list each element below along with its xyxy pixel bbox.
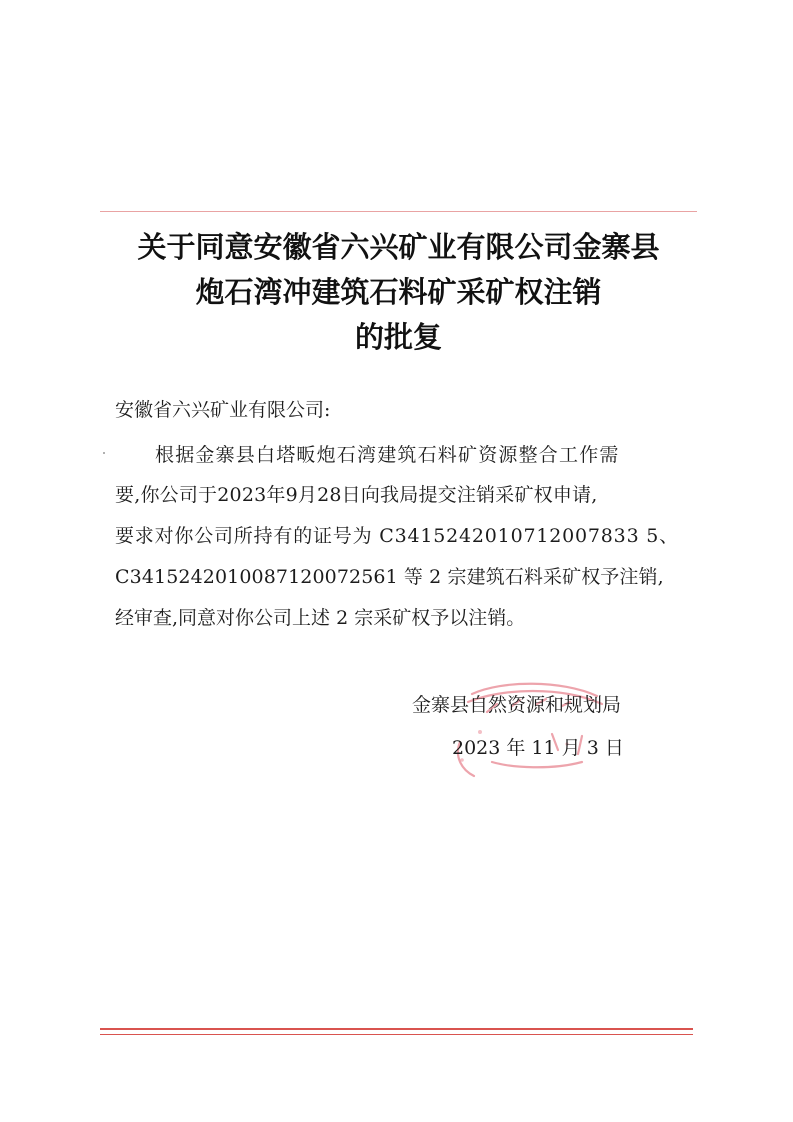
issuer-signature: 金寨县自然资源和规划局 (412, 694, 622, 716)
title-line-2: 炮石湾冲建筑石料矿采矿权注销 (195, 275, 602, 309)
official-seal-stamp (432, 672, 632, 782)
title-line-1: 关于同意安徽省六兴矿业有限公司金寨县 (137, 230, 660, 264)
body-line-1: 根据金寨县白塔畈炮石湾建筑石料矿资源整合工作需 (155, 444, 620, 466)
scan-speck (103, 452, 105, 454)
title-line-3: 的批复 (354, 320, 442, 354)
bottom-divider-thick (100, 1028, 693, 1030)
top-divider (100, 211, 697, 212)
body-line-2: 要,你公司于2023年9月28日向我局提交注销采矿权申请, (115, 484, 598, 506)
body-line-3: 要求对你公司所持有的证号为 C3415242010712007833 5、 (115, 525, 679, 547)
addressee: 安徽省六兴矿业有限公司: (115, 399, 331, 421)
body-line-5: 经审查,同意对你公司上述 2 宗采矿权予以注销。 (115, 607, 526, 629)
body-line-4: C3415242010087120072561 等 2 宗建筑石料采矿权予注销, (115, 566, 664, 588)
issue-date: 2023 年 11 月 3 日 (452, 737, 624, 759)
bottom-divider-thin (100, 1034, 693, 1035)
